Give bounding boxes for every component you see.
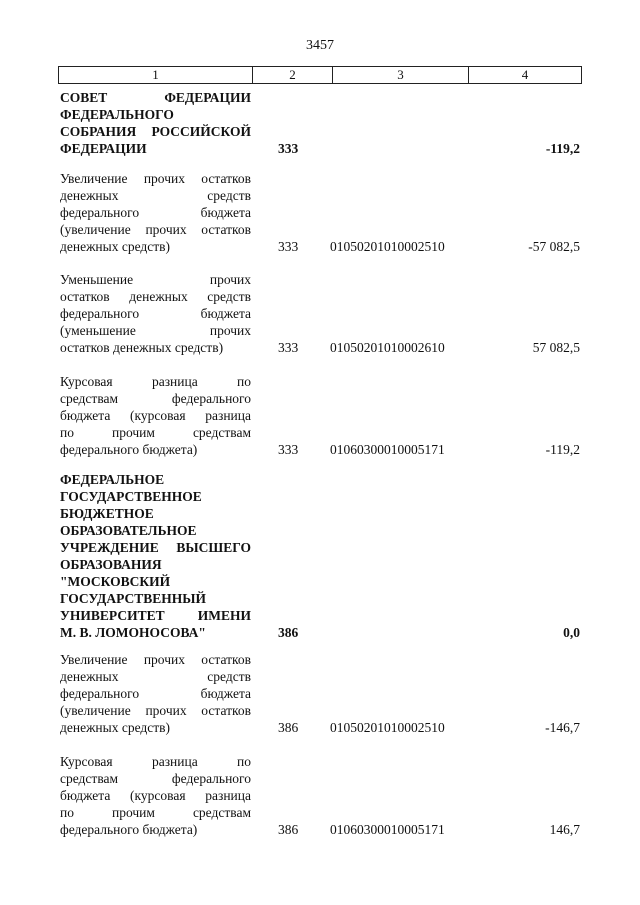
description-line: Курсовая разница по (60, 374, 251, 389)
row-code: 386 (278, 720, 299, 735)
row-kbk: 01050201010002510 (330, 720, 445, 735)
row-kbk: 01050201010002510 (330, 239, 445, 254)
table-header-row (58, 66, 582, 84)
description-line: средствам федерального (60, 771, 251, 786)
page-number: 3457 (306, 38, 334, 53)
row-description (60, 471, 251, 641)
description-line: средствам федерального (60, 391, 251, 406)
row-code: 333 (278, 141, 299, 156)
description-line: (уменьшение прочих (60, 323, 251, 338)
row-description (60, 373, 251, 458)
description-line: УНИВЕРСИТЕТ ИМЕНИ (60, 608, 251, 623)
row-code: 333 (278, 340, 299, 355)
row-description (60, 651, 251, 736)
description-line: федерального бюджета (60, 205, 251, 220)
row-amount: 57 082,5 (532, 340, 580, 355)
description-line: ГОСУДАРСТВЕННОЕ (60, 489, 202, 504)
row-code: 386 (278, 625, 299, 640)
row-code: 333 (278, 442, 299, 457)
table-row (0, 170, 640, 255)
description-line: денежных средств) (60, 720, 171, 735)
description-line: Увеличение прочих остатков (60, 171, 251, 186)
description-line: БЮДЖЕТНОЕ (60, 506, 154, 521)
header-cell-2: 2 (252, 67, 332, 83)
description-line: Увеличение прочих остатков (60, 652, 251, 667)
description-line: СОБРАНИЯ РОССИЙСКОЙ (60, 124, 251, 139)
row-description (60, 89, 251, 157)
description-line: денежных средств) (60, 239, 171, 254)
description-line: федерального бюджета (60, 306, 251, 321)
description-line: УЧРЕЖДЕНИЕ ВЫСШЕГО (60, 540, 251, 555)
description-line: по прочим средствам (60, 805, 251, 820)
description-line: ОБРАЗОВАТЕЛЬНОЕ (60, 523, 197, 538)
row-code: 333 (278, 239, 299, 254)
description-line: "МОСКОВСКИЙ (60, 574, 171, 589)
description-line: ФЕДЕРАЛЬНОГО (60, 107, 174, 122)
row-amount: -146,7 (545, 720, 580, 735)
description-line: федерального бюджета) (60, 442, 198, 457)
description-line: Уменьшение прочих (60, 272, 251, 287)
description-line: остатков денежных средств) (60, 340, 224, 355)
description-line: СОВЕТ ФЕДЕРАЦИИ (60, 90, 251, 105)
description-line: бюджета (курсовая разница (60, 408, 251, 423)
table-row (0, 89, 640, 157)
description-line: М. В. ЛОМОНОСОВА" (60, 625, 206, 640)
header-cell-3: 3 (332, 67, 468, 83)
description-line: бюджета (курсовая разница (60, 788, 251, 803)
row-description (60, 271, 251, 356)
table-row (0, 651, 640, 736)
row-kbk: 01060300010005171 (330, 442, 445, 457)
row-kbk: 01060300010005171 (330, 822, 445, 837)
row-description (60, 170, 251, 255)
description-line: по прочим средствам (60, 425, 251, 440)
row-amount: -119,2 (545, 141, 580, 156)
header-cell-4: 4 (468, 67, 581, 83)
row-amount: -119,2 (545, 442, 580, 457)
description-line: федерального бюджета) (60, 822, 198, 837)
description-line: ФЕДЕРАЦИИ (60, 141, 147, 156)
row-description (60, 753, 251, 838)
row-kbk: 01050201010002610 (330, 340, 445, 355)
description-line: остатков денежных средств (60, 289, 251, 304)
description-line: денежных средств (60, 669, 251, 684)
description-line: (увеличение прочих остатков (60, 703, 251, 718)
description-line: денежных средств (60, 188, 251, 203)
description-line: Курсовая разница по (60, 754, 251, 769)
row-amount: -57 082,5 (528, 239, 580, 254)
table-row (0, 271, 640, 356)
row-code: 386 (278, 822, 299, 837)
table-row (0, 471, 640, 641)
row-amount: 146,7 (549, 822, 580, 837)
description-line: федерального бюджета (60, 686, 251, 701)
row-amount: 0,0 (563, 625, 580, 640)
description-line: ФЕДЕРАЛЬНОЕ (60, 472, 165, 487)
table-row (0, 753, 640, 838)
description-line: ГОСУДАРСТВЕННЫЙ (60, 591, 207, 606)
description-line: (увеличение прочих остатков (60, 222, 251, 237)
header-cell-1: 1 (152, 67, 159, 82)
description-line: ОБРАЗОВАНИЯ (60, 557, 162, 572)
table-row (0, 373, 640, 458)
